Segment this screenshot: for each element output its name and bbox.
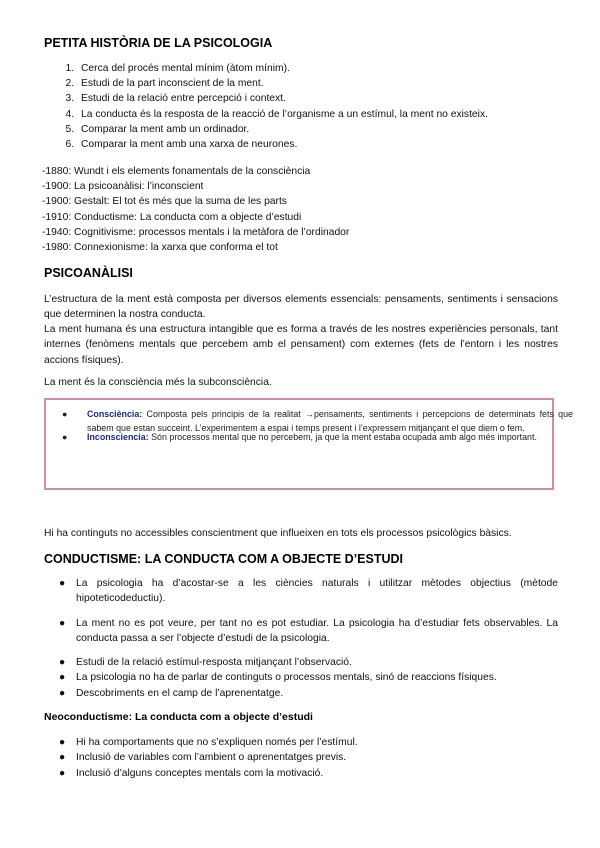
list-item (44, 735, 558, 750)
paragraph: La ment humana és una estructura intangible que es forma a través de les nostres experiències personals, tant internes (fenòmens mentals que percebem amb el pensament) com externes (fets de l’entorn i les nostres accions físiques). (44, 324, 558, 366)
list-item-text: La psicologia ha d’acostar-se a les ciències naturals i utilitzar mètodes objectius (mètode hipoteticodeductiu). (76, 578, 558, 605)
bullet-icon: ● (59, 672, 66, 684)
paragraph: Hi ha continguts no accessibles conscientment que influeixen en tots els processos psicològics bàsics. (44, 528, 512, 539)
definitions-box (44, 398, 573, 490)
list-item-text: Inclusió de variables com l’ambient o aprenentatges previs. (76, 752, 347, 764)
definition-term: Consciència: (87, 409, 143, 419)
timeline-item: -1880: Wundt i els elements fonamentals de la consciència (42, 166, 311, 177)
list-item (44, 766, 558, 781)
list-item: 4. La conducta és la resposta de la reacció de l’organisme a un estímul, la ment no existeix. (77, 107, 488, 122)
list-item-text: La ment no es pot veure, per tant no es pot estudiar. La psicologia ha d’estudiar fets observables. La conducta passa a ser l’objecte d’estudi de la psicologia. (76, 618, 558, 645)
bullet-list (44, 576, 558, 607)
list-item-text: Descobriments en el camp de l’aprenentatge. (76, 687, 284, 699)
bullet-icon: ● (59, 767, 66, 779)
bullet-icon: ● (59, 657, 66, 668)
bullet-list (44, 616, 558, 647)
list-item (44, 686, 558, 701)
section-heading-psicoanalisi: PSICOANÀLISI (44, 266, 133, 280)
list-item-text: La psicologia no ha de parlar de continguts o processos mentals, sinó de reaccions físiques. (76, 672, 497, 684)
bullet-icon: ● (62, 432, 68, 442)
subsection-heading-neoconductisme: Neoconductisme: La conducta com a objecte d’estudi (44, 711, 313, 723)
bullet-icon: ● (59, 618, 66, 629)
timeline-list (42, 164, 349, 255)
paragraph: L’estructura de la ment està composta per diversos elements essencials: pensaments, sentiments i sensacions que determinen la nostra conducta. (44, 294, 558, 321)
bullet-list (44, 735, 558, 781)
list-item: 5. Comparar la ment amb un ordinador. (77, 122, 488, 137)
list-item-text: Hi ha comportaments que no s’expliquen només per l’estímul. (76, 737, 358, 748)
list-item (44, 670, 558, 685)
timeline-item: -1940: Cognitivisme: processos mentals i la metàfora de l’ordinador (42, 226, 350, 238)
timeline-item: -1900: La psicoanàlisi: l’inconscient (42, 181, 204, 193)
paragraph: La ment és la consciència més la subconsciència. (44, 377, 272, 388)
timeline-item: -1980: Connexionisme: la xarxa que conforma el tot (42, 242, 278, 254)
history-steps-list (44, 61, 488, 152)
bullet-list (44, 655, 558, 701)
definition-text: Són processos mental que no percebem, ja que la ment estaba ocupada amb algo més important. (148, 432, 537, 442)
definition-item-inconsciencia (60, 431, 573, 445)
list-item (44, 576, 558, 607)
list-item (44, 655, 558, 670)
list-item (44, 750, 558, 765)
bullet-icon: ● (59, 752, 66, 764)
bullet-icon: ● (59, 737, 66, 748)
bullet-icon: ● (59, 578, 66, 589)
list-item (44, 616, 558, 647)
list-item: 2. Estudi de la part inconscient de la ment. (77, 76, 488, 91)
bullet-icon: ● (59, 687, 66, 699)
list-item-text: Estudi de la relació estímul-resposta mitjançant l’observació. (76, 657, 352, 668)
list-item: 1. Cerca del procés mental mínim (àtom mínim). (77, 61, 488, 76)
timeline-item: -1910: Conductisme: La conducta com a objecte d’estudi (42, 211, 302, 223)
definition-term: Inconsciencia: (87, 432, 149, 442)
list-item: 3. Estudi de la relació entre percepció i context. (77, 91, 488, 106)
list-item: 6. Comparar la ment amb una xarxa de neurones. (77, 137, 488, 152)
timeline-item: -1900: Gestalt: El tot és més que la suma de les parts (42, 196, 287, 208)
definition-text: Composta pels principis de la realitat →pensaments, sentiments i percepcions de determinats fets que sabem que estan succeint. L’experimentem a espai i temps present i l’expressem mitjançant el que diem o fem. (87, 409, 573, 433)
page-title: PETITA HISTÒRIA DE LA PSICOLOGIA (44, 36, 273, 50)
list-item-text: Inclusió d’alguns conceptes mentals com la motivació. (76, 767, 324, 779)
section-heading-conductisme: CONDUCTISME: LA CONDUCTA COM A OBJECTE D’ESTUDI (44, 552, 404, 566)
bullet-icon: ● (62, 409, 68, 419)
